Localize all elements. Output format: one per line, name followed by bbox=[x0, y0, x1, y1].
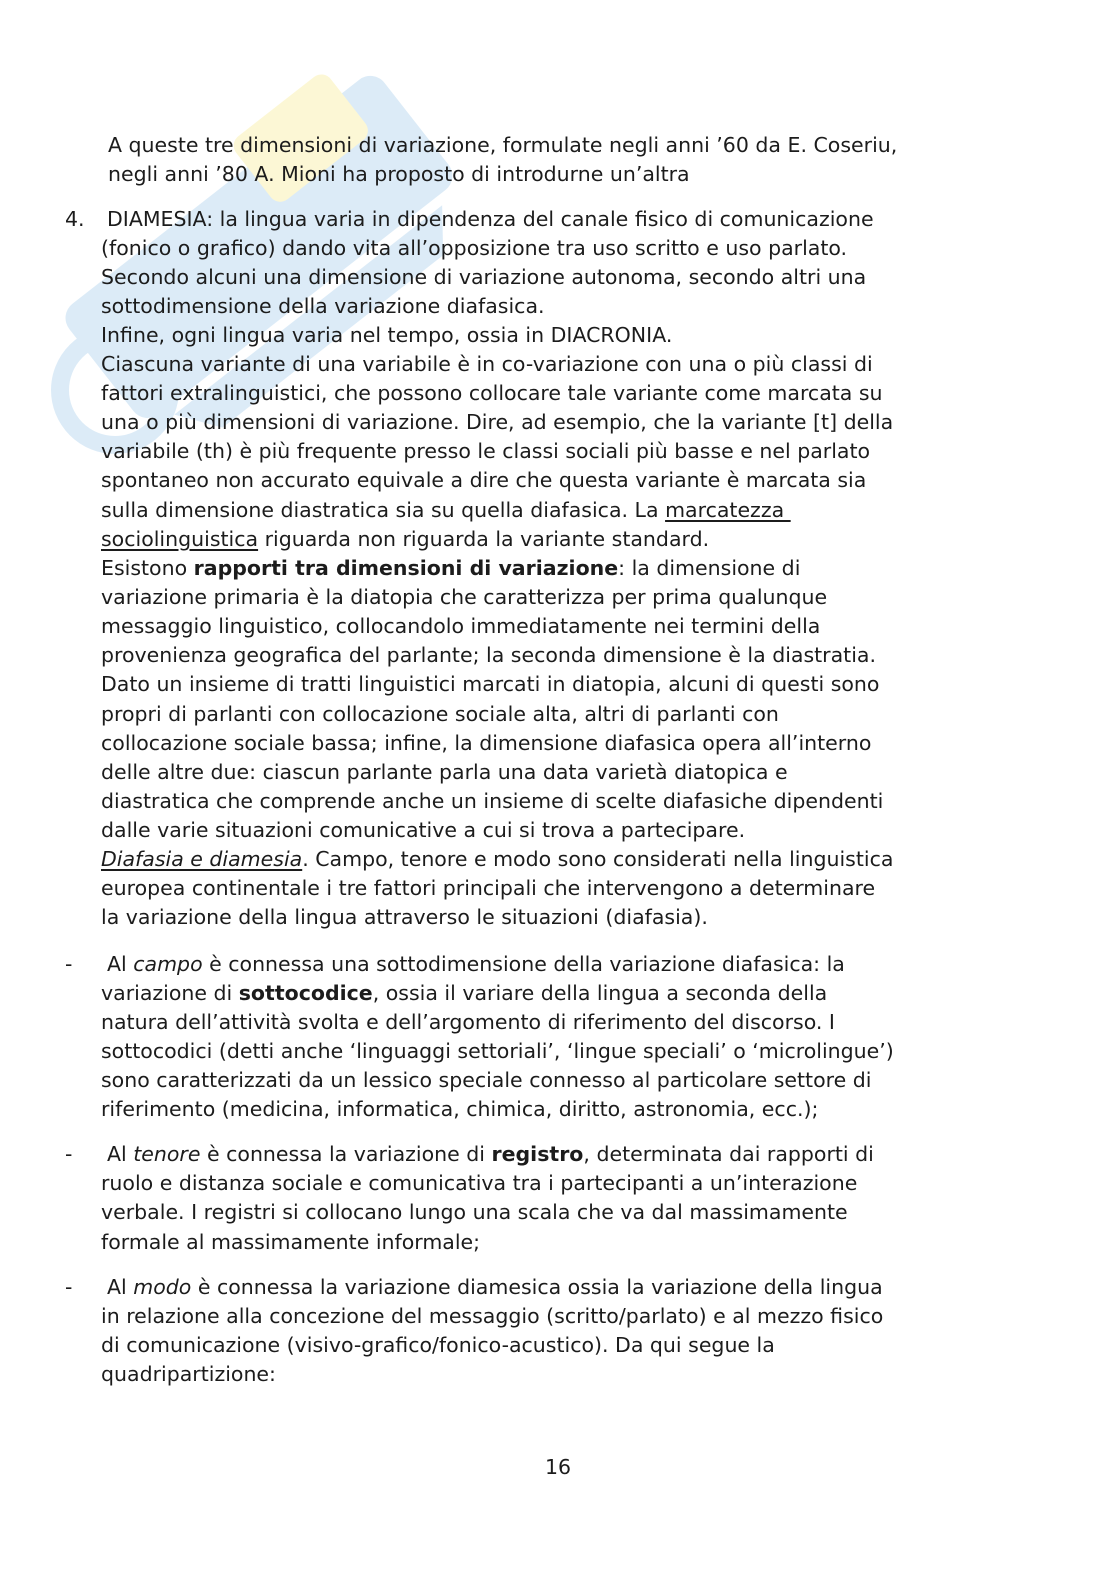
item4-line-17: Dato un insieme di tratti linguistici marcati in diatopia, alcuni di questi sono bbox=[101, 672, 880, 696]
modo-line-1-text-c: è connessa la variazione diamesica ossia la variazione della lingua bbox=[191, 1275, 883, 1299]
intro-line-1: A queste tre dimensioni di variazione, formulate negli anni ’60 da E. Coseriu, bbox=[108, 133, 898, 157]
item4-line-4: sottodimensione della variazione diafasica. bbox=[101, 294, 545, 318]
item4-line-1: DIAMESIA: la lingua varia in dipendenza del canale fisico di comunicazione bbox=[107, 207, 874, 231]
campo-line-5: sono caratterizzati da un lessico speciale connesso al particolare settore di bbox=[101, 1068, 872, 1092]
item4-line-7: fattori extralinguistici, che possono collocare tale variante come marcata su bbox=[101, 381, 883, 405]
item4-line-12 bbox=[101, 525, 709, 554]
modo-line-4: quadripartizione: bbox=[101, 1362, 276, 1386]
modo-italic: modo bbox=[133, 1275, 192, 1299]
item4-line-13-text-a: Esistono bbox=[101, 556, 194, 580]
modo-line-2: in relazione alla concezione del messaggio (scritto/parlato) e al mezzo fisico bbox=[101, 1304, 884, 1328]
diafasia-diamesia-heading: Diafasia e diamesia bbox=[101, 847, 303, 871]
item4-line-25: la variazione della lingua attraverso le situazioni (diafasia). bbox=[101, 905, 708, 929]
bullet-modo: - bbox=[65, 1275, 73, 1299]
modo-line-3: di comunicazione (visivo-grafico/fonico-acustico). Da qui segue la bbox=[101, 1333, 775, 1357]
item4-line-8: una o più dimensioni di variazione. Dire, ad esempio, che la variante [t] della bbox=[101, 410, 894, 434]
item4-line-16: provenienza geografica del parlante; la seconda dimensione è la diastratia. bbox=[101, 643, 876, 667]
item4-line-11 bbox=[101, 496, 791, 525]
intro-line-2: negli anni ’80 A. Mioni ha proposto di introdurne un’altra bbox=[108, 162, 690, 186]
tenore-line-2: ruolo e distanza sociale e comunicativa tra i partecipanti a un’interazione bbox=[101, 1171, 858, 1195]
campo-line-3: natura dell’attività svolta e dell’argomento di riferimento del discorso. I bbox=[101, 1010, 835, 1034]
campo-line-1-text-a: Al bbox=[107, 952, 134, 976]
item4-line-5: Infine, ogni lingua varia nel tempo, ossia in DIACRONIA. bbox=[101, 323, 673, 347]
sociolinguistica-underlined: sociolinguistica bbox=[101, 527, 259, 551]
campo-line-2-text-a: variazione di bbox=[101, 981, 239, 1005]
item4-line-15: messaggio linguistico, collocandolo immediatamente nei termini della bbox=[101, 614, 821, 638]
modo-line-1-text-a: Al bbox=[107, 1275, 134, 1299]
campo-line-1-text-c: è connessa una sottodimensione della variazione diafasica: la bbox=[202, 952, 845, 976]
tenore-line-3: verbale. I registri si collocano lungo una scala che va dal massimamente bbox=[101, 1200, 848, 1224]
campo-line-4: sottocodici (detti anche ‘linguaggi settoriali’, ‘lingue speciali’ o ‘microlingue’) bbox=[101, 1039, 894, 1063]
item4-line-2: (fonico o grafico) dando vita all’opposizione tra uso scritto e uso parlato. bbox=[101, 236, 848, 260]
campo-line-1 bbox=[107, 950, 845, 979]
list-number-4: 4. bbox=[65, 207, 85, 231]
tenore-line-1 bbox=[107, 1140, 874, 1169]
item4-line-18: propri di parlanti con collocazione sociale alta, altri di parlanti con bbox=[101, 702, 779, 726]
item4-line-10: spontaneo non accurato equivale a dire che questa variante è marcata sia bbox=[101, 468, 867, 492]
sottocodice-bold: sottocodice bbox=[238, 981, 373, 1005]
item4-line-13-text-c: : la dimensione di bbox=[618, 556, 801, 580]
tenore-line-1-text-a: Al bbox=[107, 1142, 134, 1166]
campo-line-6: riferimento (medicina, informatica, chimica, diritto, astronomia, ecc.); bbox=[101, 1097, 819, 1121]
bullet-campo: - bbox=[65, 952, 73, 976]
item4-line-3: Secondo alcuni una dimensione di variazione autonoma, secondo altri una bbox=[101, 265, 867, 289]
modo-line-1 bbox=[107, 1273, 883, 1302]
item4-line-13 bbox=[101, 554, 800, 583]
item4-line-24: europea continentale i tre fattori principali che intervengono a determinare bbox=[101, 876, 876, 900]
tenore-line-4: formale al massimamente informale; bbox=[101, 1230, 481, 1254]
registro-bold: registro bbox=[491, 1142, 584, 1166]
item4-line-9: variabile (th) è più frequente presso le classi sociali più basse e nel parlato bbox=[101, 439, 871, 463]
marcatezza-underlined: marcatezza bbox=[665, 498, 791, 522]
item4-line-20: delle altre due: ciascun parlante parla una data varietà diatopica e bbox=[101, 760, 788, 784]
item4-line-11-text: sulla dimensione diastratica sia su quella diafasica. La bbox=[101, 498, 666, 522]
tenore-line-1-text-c: è connessa la variazione di bbox=[200, 1142, 492, 1166]
item4-line-21: diastratica che comprende anche un insieme di scelte diafasiche dipendenti bbox=[101, 789, 884, 813]
page-number: 16 bbox=[544, 1455, 572, 1479]
item4-line-22: dalle varie situazioni comunicative a cui si trova a partecipare. bbox=[101, 818, 746, 842]
campo-line-2-text-c: , ossia il variare della lingua a seconda della bbox=[372, 981, 828, 1005]
item4-line-23-text: . Campo, tenore e modo sono considerati nella linguistica bbox=[302, 847, 894, 871]
campo-line-2 bbox=[101, 979, 827, 1008]
item4-line-23 bbox=[101, 845, 893, 874]
campo-italic: campo bbox=[133, 952, 203, 976]
item4-line-14: variazione primaria è la diatopia che caratterizza per prima qualunque bbox=[101, 585, 828, 609]
rapporti-bold: rapporti tra dimensioni di variazione bbox=[193, 556, 619, 580]
tenore-italic: tenore bbox=[133, 1142, 201, 1166]
item4-line-6: Ciascuna variante di una variabile è in co-variazione con una o più classi di bbox=[101, 352, 873, 376]
bullet-tenore: - bbox=[65, 1142, 73, 1166]
tenore-line-1-text-e: , determinata dai rapporti di bbox=[583, 1142, 874, 1166]
item4-line-12-text: riguarda non riguarda la variante standard. bbox=[258, 527, 710, 551]
item4-line-19: collocazione sociale bassa; infine, la dimensione diafasica opera all’interno bbox=[101, 731, 872, 755]
